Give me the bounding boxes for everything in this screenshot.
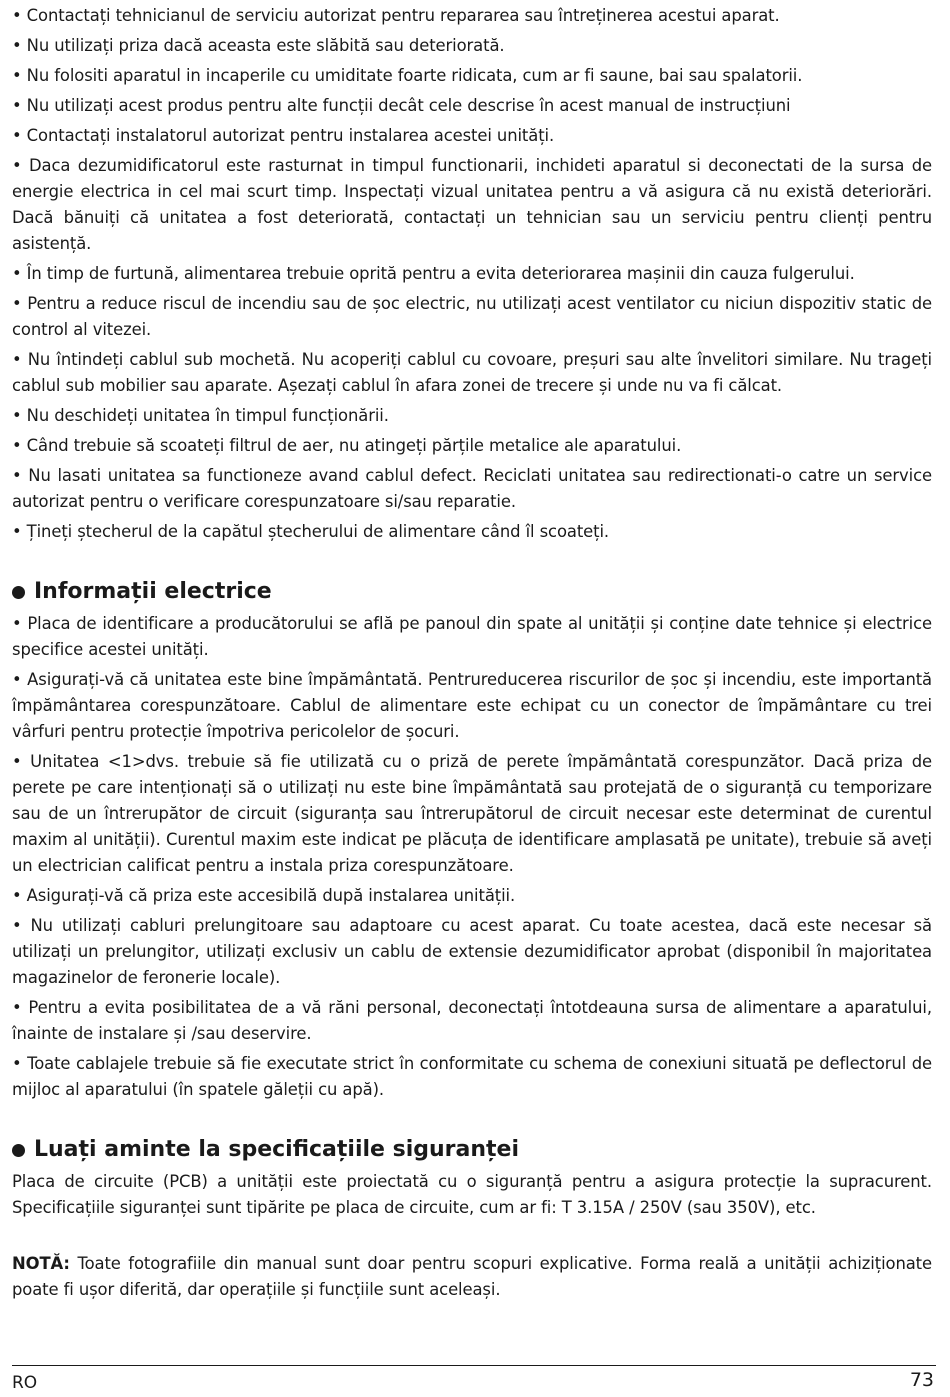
list-item: • Nu utilizați acest produs pentru alte funcții decât cele descrise în acest manual de instrucțiuni xyxy=(12,96,791,115)
list-item: • Când trebuie să scoateți filtrul de aer, nu atingeți părțile metalice ale aparatului. xyxy=(12,436,682,455)
list-item: • Asigurați-vă că priza este accesibilă după instalarea unității. xyxy=(12,886,516,905)
list-item: • Nu utilizați priza dacă aceasta este slăbită sau deteriorată. xyxy=(12,36,505,55)
list-item: • Nu întindeți cablul sub mochetă. Nu acoperiți cablul cu covoare, preșuri sau alte învelitori similare. Nu trageți cablul sub mobilier sau aparate. Așezați cablul în afara zonei de trecere și unde nu va fi călcat. xyxy=(12,350,932,395)
list-item: • În timp de furtună, alimentarea trebuie oprită pentru a evita deteriorarea mașinii din cauza fulgerului. xyxy=(12,264,855,283)
list-item: • Asigurați-vă că unitatea este bine împământată. Pentrureducerea riscurilor de șoc și incendiu, este importantă împământarea corespunzătoare. Cablul de alimentare este echipat cu un conector de împământare cu trei vârfuri pentru protecție împotriva pericolelor de șocuri. xyxy=(12,670,932,741)
list-item: • Nu deschideți unitatea în timpul funcționării. xyxy=(12,406,389,425)
electrical-section-heading xyxy=(12,575,932,609)
list-item: • Nu folositi aparatul in incaperile cu umiditate foarte ridicata, cum ar fi saune, bai sau spalatorii. xyxy=(12,66,803,85)
note-text: Toate fotografiile din manual sunt doar pentru scopuri explicative. Forma reală a unității achiziționate poate fi ușor diferită, dar operațiile și funcțiile sunt aceleași. xyxy=(12,1254,932,1299)
list-item: • Unitatea <1>dvs. trebuie să fie utilizată cu o priză de perete împământată corespunzător. Dacă priza de perete pe care intenționați să o utilizați nu este bine împământată sau protejată de o siguranță cu temporizare sau de un întrerupător de circuit (siguranța sau întrerupătorul de circuit necesar este determinat de curentul maxim al unității). Curentul maxim este indicat pe plăcuța de identificare amplasată pe unitate), trebuie să aveți un electrician calificat pentru a instala priza corespunzătoare. xyxy=(12,752,932,875)
footer-divider xyxy=(12,1365,936,1366)
list-item: • Nu lasati unitatea sa functioneze avand cablul defect. Reciclati unitatea sau redirectionati-o catre un service autorizat pentru o verificare corespunzatoare si/sau reparatie. xyxy=(12,466,932,511)
note-label: NOTĂ: xyxy=(12,1254,70,1273)
fuse-section-heading xyxy=(12,1133,932,1167)
note-paragraph xyxy=(12,1251,932,1303)
section-title: Luați aminte la specificațiile siguranței xyxy=(34,1137,519,1162)
list-item: • Țineți ștecherul de la capătul ștecherului de alimentare când îl scoateți. xyxy=(12,522,610,541)
list-item: • Pentru a reduce riscul de incendiu sau de șoc electric, nu utilizați acest ventilator cu niciun dispozitiv static de control al vitezei. xyxy=(12,294,932,339)
section-title: Informații electrice xyxy=(34,579,272,604)
safety-bullet-list xyxy=(12,3,932,545)
list-item: • Contactați tehnicianul de serviciu autorizat pentru repararea sau întreținerea acestui aparat. xyxy=(12,6,780,25)
list-item: • Placa de identificare a producătorului se află pe panoul din spate al unității și conține date tehnice și electrice specifice acestei unități. xyxy=(12,614,932,659)
list-item: • Pentru a evita posibilitatea de a vă răni personal, deconectați întotdeauna sursa de alimentare a aparatului, înainte de instalare și /sau deservire. xyxy=(12,998,932,1043)
list-item: • Toate cablajele trebuie să fie executate strict în conformitate cu schema de conexiuni situată pe deflectorul de mijloc al aparatului (în spatele găleții cu apă). xyxy=(12,1054,932,1099)
page-content xyxy=(12,3,932,1307)
fuse-paragraph: Placa de circuite (PCB) a unității este proiectată cu o siguranță pentru a asigura protecție la supracurent. Specificațiile siguranței sunt tipărite pe placa de circuite, cum ar fi: T 3.15A / 250V (sau 350V), etc. xyxy=(12,1172,932,1217)
bullet-dot-icon xyxy=(12,1144,25,1157)
footer-language-code: RO xyxy=(12,1373,38,1393)
list-item: • Contactați instalatorul autorizat pentru instalarea acestei unități. xyxy=(12,126,555,145)
list-item: • Nu utilizați cabluri prelungitoare sau adaptoare cu acest aparat. Cu toate acestea, dacă este necesar să utilizați un prelungitor, utilizați exclusiv un cablu de extensie dezumidificator aprobat (disponibil în majoritatea magazinelor de feronerie locale). xyxy=(12,916,932,987)
bullet-dot-icon xyxy=(12,586,25,599)
electrical-bullet-list xyxy=(12,611,932,1103)
list-item: • Daca dezumidificatorul este rasturnat in timpul functionarii, inchideti aparatul si deconectati de la sursa de energie electrica in cel mai scurt timp. Inspectați vizual unitatea pentru a vă asigura că nu există deteriorări. Dacă bănuiți că unitatea a fost deteriorată, contactați un tehnician sau un serviciu pentru clienți pentru asistență. xyxy=(12,156,932,253)
page-number: 73 xyxy=(909,1369,934,1391)
